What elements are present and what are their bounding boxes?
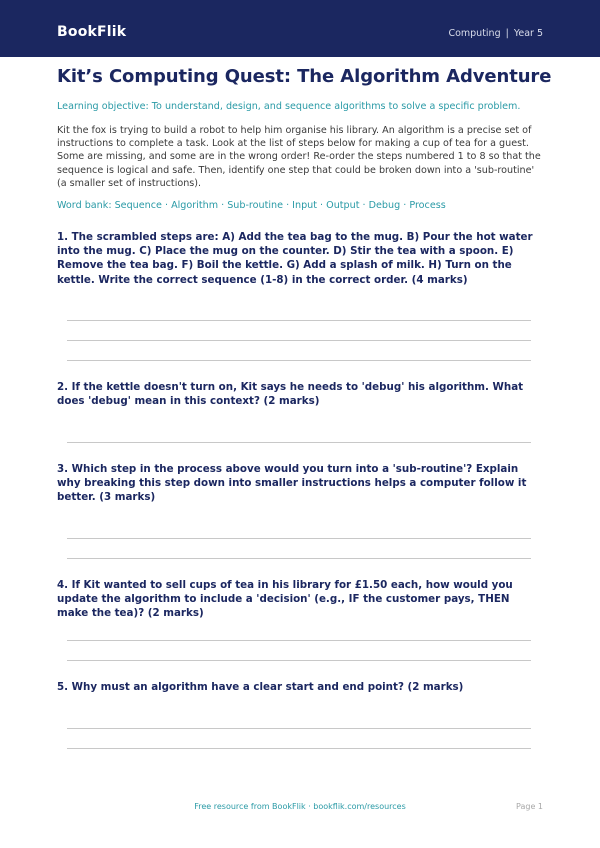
- answer-line[interactable]: [67, 442, 531, 443]
- word-bank: Word bank: Sequence · Algorithm · Sub-routine · Input · Output · Debug · Process: [57, 200, 446, 211]
- intro-paragraph: Kit the fox is trying to build a robot to help him organise his library. An algorithm is a precise set of instructions to complete a task. Look at the list of steps below for making a cup of tea for a guest. Some are missing, and some are in the wrong order! Re-order the steps numbered 1 to 8 so that the sequence is logical and safe. Then, identify one step that could be broken down into a 'sub-routine' (a smaller set of instructions).: [57, 125, 541, 189]
- answer-line[interactable]: [67, 538, 531, 539]
- page-number: Page 1: [516, 802, 543, 811]
- subject-year-label: [448, 28, 543, 39]
- subject-label: Computing: [448, 28, 501, 39]
- answer-line[interactable]: [67, 660, 531, 661]
- question-4: 4. If Kit wanted to sell cups of tea in his library for £1.50 each, how would you update the algorithm to include a 'decision' (e.g., IF the customer pays, THEN make the tea)? (2 marks): [57, 579, 513, 620]
- header-bar: [0, 0, 600, 57]
- brand-logo-text: BookFlik: [57, 24, 127, 40]
- answer-line[interactable]: [67, 728, 531, 729]
- learning-objective: Learning objective: To understand, design, and sequence algorithms to solve a specific problem.: [57, 101, 521, 112]
- answer-line[interactable]: [67, 340, 531, 341]
- question-5: 5. Why must an algorithm have a clear start and end point? (2 marks): [57, 681, 464, 693]
- header-separator: |: [505, 28, 509, 39]
- answer-line[interactable]: [67, 640, 531, 641]
- year-label: Year 5: [513, 28, 543, 39]
- footer-credit: Free resource from BookFlik · bookflik.com/resources: [194, 802, 406, 811]
- answer-line[interactable]: [67, 748, 531, 749]
- answer-line[interactable]: [67, 558, 531, 559]
- question-2: 2. If the kettle doesn't turn on, Kit says he needs to 'debug' his algorithm. What does 'debug' mean in this context? (2 marks): [57, 381, 524, 408]
- worksheet-title: Kit’s Computing Quest: The Algorithm Adventure: [57, 66, 552, 87]
- question-3: 3. Which step in the process above would you turn into a 'sub-routine'? Explain why breaking this step down into smaller instructions helps a computer follow it better. (3 marks): [57, 463, 527, 504]
- answer-line[interactable]: [67, 320, 531, 321]
- answer-line[interactable]: [67, 360, 531, 361]
- question-1: 1. The scrambled steps are: A) Add the tea bag to the mug. B) Pour the hot water into the mug. C) Place the mug on the counter. D) Stir the tea with a spoon. E) Remove the tea bag. F) Boil the kettle. G) Add a splash of milk. H) Turn on the kettle. Write the correct sequence (1-8) in the correct order. (4 marks): [57, 231, 533, 286]
